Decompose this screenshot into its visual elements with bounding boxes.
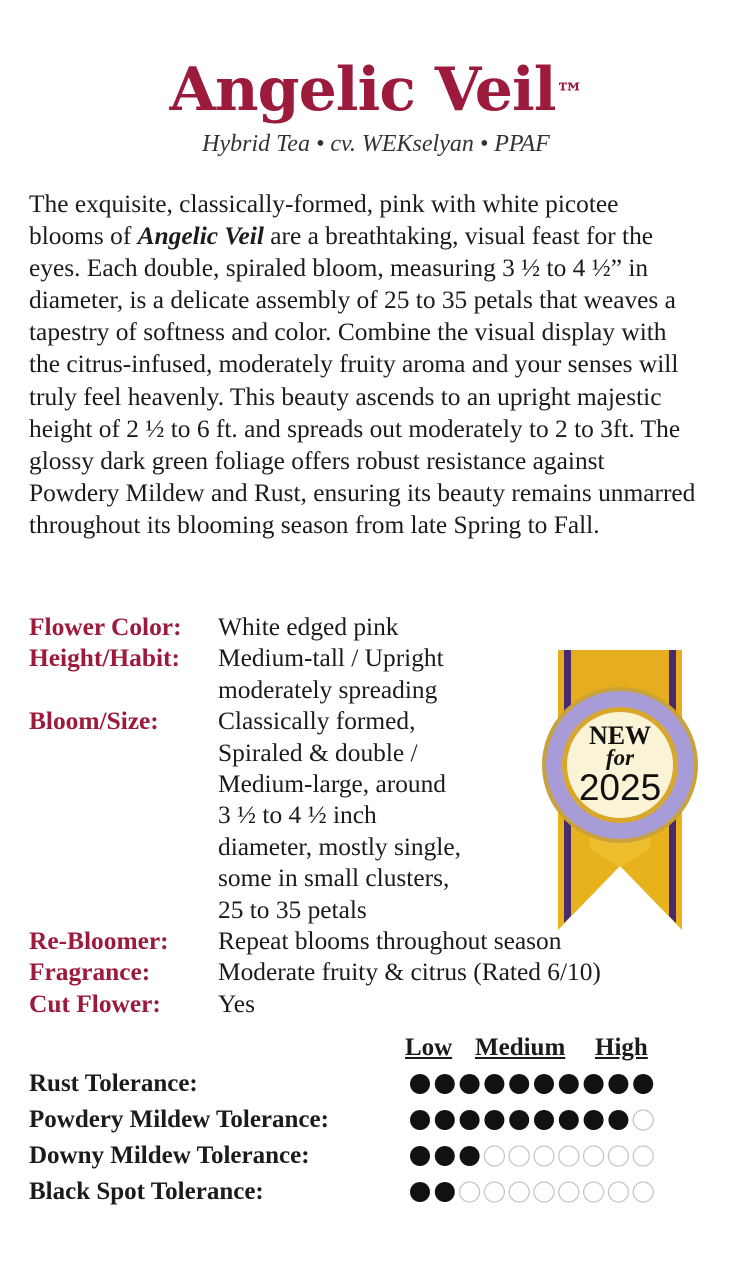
tolerance-label: Powdery Mildew Tolerance: bbox=[29, 1106, 329, 1133]
tolerance-label: Rust Tolerance: bbox=[29, 1070, 198, 1097]
rating-dot-empty bbox=[534, 1182, 554, 1202]
spec-label: Cut Flower: bbox=[29, 989, 161, 1018]
rating-dot-filled bbox=[509, 1110, 529, 1130]
rating-dot-filled bbox=[435, 1146, 455, 1166]
description-body: are a breathtaking, visual feast for the eyes. Each double, spiraled bloom, measuring 3 ½ to 4 ½” in diameter, is a delicate assembly of 25 to 35 petals that weaves a tapestry of softness and color. Combine the visual display with the citrus-infused, moderately fruity aroma and your senses will truly feel heavenly. This beauty ascends to an upright majestic height of 2 ½ to 6 ft. and spreads out moderately to 2 to 3ft. The glossy dark green foliage offers robust resistance against Powdery Mildew and Rust, ensuring its beauty remains unmarred throughout its blooming season from late Spring to Fall. bbox=[29, 222, 696, 539]
spec-value-line: 25 to 35 petals bbox=[218, 895, 367, 924]
tolerance-rating bbox=[409, 1139, 661, 1173]
rating-dot-filled bbox=[584, 1074, 604, 1094]
rating-dot-empty bbox=[484, 1182, 504, 1202]
tolerance-label: Downy Mildew Tolerance: bbox=[29, 1142, 310, 1169]
badge-year-text: 2025 bbox=[578, 767, 662, 808]
rating-dot-empty bbox=[584, 1146, 604, 1166]
spec-value-line: Medium-tall / Upright bbox=[218, 644, 444, 673]
rating-dot-filled bbox=[534, 1110, 554, 1130]
rating-dot-filled bbox=[435, 1074, 455, 1094]
spec-value-line: diameter, mostly single, bbox=[218, 832, 461, 861]
tolerance-rating bbox=[409, 1175, 661, 1209]
spec-value bbox=[218, 643, 548, 706]
rating-dot-empty bbox=[460, 1182, 480, 1202]
rating-dot-empty bbox=[608, 1182, 628, 1202]
rating-dot-filled bbox=[484, 1110, 504, 1130]
trademark-symbol: ™ bbox=[555, 77, 583, 110]
spec-value-line: Moderate fruity & citrus (Rated 6/10) bbox=[218, 958, 601, 987]
spec-label: Height/Habit: bbox=[29, 644, 180, 673]
description-product-name: Angelic Veil bbox=[137, 222, 264, 251]
rating-dot-filled bbox=[608, 1074, 628, 1094]
scale-high-label: High bbox=[595, 1034, 648, 1061]
rating-dot-filled bbox=[460, 1110, 480, 1130]
spec-flower-color bbox=[29, 612, 689, 643]
rating-dot-empty bbox=[559, 1146, 579, 1166]
spec-cut-flower bbox=[29, 989, 689, 1020]
scale-medium-label: Medium bbox=[475, 1034, 566, 1061]
spec-value bbox=[218, 989, 548, 1020]
tolerance-label: Black Spot Tolerance: bbox=[29, 1178, 264, 1205]
spec-value bbox=[218, 612, 548, 643]
spec-value-line: 3 ½ to 4 ½ inch bbox=[218, 801, 377, 830]
spec-value-line: some in small clusters, bbox=[218, 864, 450, 893]
rating-dot-empty bbox=[633, 1182, 653, 1202]
rating-dot-filled bbox=[435, 1110, 455, 1130]
rating-dot-filled bbox=[559, 1110, 579, 1130]
spec-label: Re-Bloomer: bbox=[29, 927, 169, 956]
rating-dot-empty bbox=[608, 1146, 628, 1166]
rating-dot-filled bbox=[509, 1074, 529, 1094]
product-subtitle: Hybrid Tea • cv. WEKselyan • PPAF bbox=[202, 131, 550, 157]
product-name: Angelic Veil bbox=[169, 55, 556, 125]
spec-fragrance bbox=[29, 957, 689, 988]
rating-dot-filled bbox=[460, 1146, 480, 1166]
rating-dot-filled bbox=[584, 1110, 604, 1130]
rating-dot-filled bbox=[633, 1074, 653, 1094]
spec-value-line: Spiraled & double / bbox=[218, 738, 418, 767]
spec-label: Flower Color: bbox=[29, 613, 182, 641]
rating-dot-filled bbox=[534, 1074, 554, 1094]
rating-dot-filled bbox=[410, 1110, 430, 1130]
rating-dot-empty bbox=[534, 1146, 554, 1166]
tolerance-rating bbox=[409, 1067, 661, 1101]
rating-dot-empty bbox=[633, 1146, 653, 1166]
rating-dot-empty bbox=[509, 1182, 529, 1202]
rating-dot-filled bbox=[460, 1074, 480, 1094]
spec-value-line: Repeat blooms throughout season bbox=[218, 927, 562, 956]
new-for-2025-badge bbox=[530, 648, 710, 938]
spec-label: Bloom/Size: bbox=[29, 707, 159, 736]
badge-new-text: NEW bbox=[588, 721, 652, 750]
rating-dot-empty bbox=[559, 1182, 579, 1202]
spec-value-line: moderately spreading bbox=[218, 675, 438, 704]
rating-dot-filled bbox=[435, 1182, 455, 1202]
spec-value-line: Yes bbox=[218, 989, 255, 1018]
scale-low-label: Low bbox=[405, 1034, 453, 1061]
rating-dot-empty bbox=[509, 1146, 529, 1166]
spec-value-line: White edged pink bbox=[218, 613, 399, 641]
rating-dot-filled bbox=[608, 1110, 628, 1130]
rating-dot-empty bbox=[633, 1110, 653, 1130]
tolerance-rating bbox=[409, 1103, 661, 1137]
rating-dot-filled bbox=[410, 1146, 430, 1166]
badge-for-text: for bbox=[605, 745, 635, 770]
rating-dot-filled bbox=[410, 1074, 430, 1094]
spec-label: Fragrance: bbox=[29, 958, 151, 987]
product-description bbox=[29, 188, 699, 541]
description-intro: The exquisite, classically-formed, pink with white picotee blooms of bbox=[29, 190, 619, 251]
spec-value bbox=[218, 706, 548, 926]
rating-dot-empty bbox=[584, 1182, 604, 1202]
rating-dot-filled bbox=[484, 1074, 504, 1094]
rating-dot-filled bbox=[410, 1182, 430, 1202]
product-title bbox=[0, 52, 752, 128]
rating-dot-empty bbox=[484, 1146, 504, 1166]
spec-value bbox=[218, 957, 678, 988]
rating-dot-filled bbox=[559, 1074, 579, 1094]
spec-value-line: Classically formed, bbox=[218, 707, 416, 736]
spec-value-line: Medium-large, around bbox=[218, 770, 446, 799]
